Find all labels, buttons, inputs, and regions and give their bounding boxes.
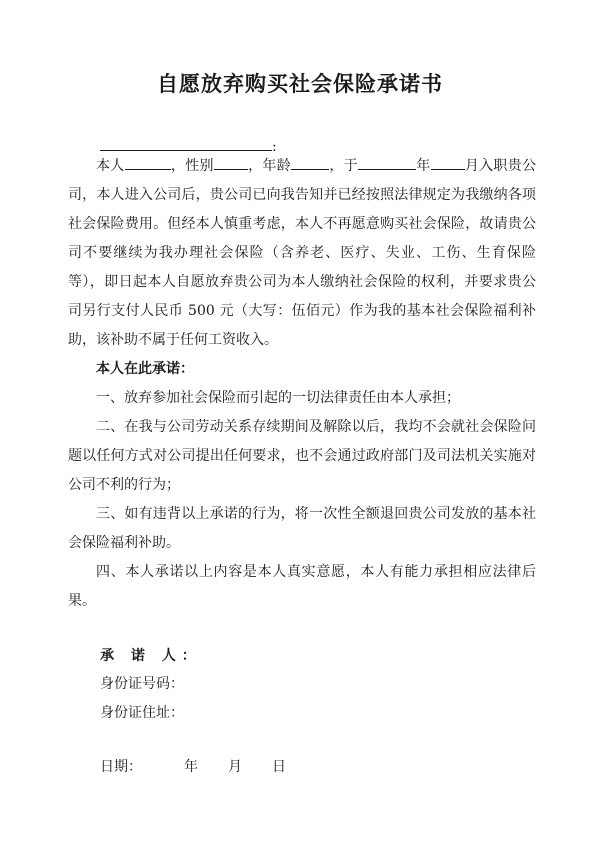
intro-text-2: ，性别 — [170, 158, 214, 174]
intro-text-5: 年 — [415, 158, 431, 174]
id-number-label: 身份证号码： — [100, 676, 184, 692]
intro-text-4: ，于 — [329, 158, 358, 174]
intro-paragraph — [68, 152, 536, 355]
id-address-label: 身份证住址： — [100, 705, 184, 721]
addressee-blank — [100, 136, 272, 151]
promise-item-1: 一、放弃参加社会保险而引起的一切法律责任由本人承担； — [96, 390, 460, 406]
intro-text-rest: 公司，本人进入公司后，贵公司已向我告知并已经按照法律规定为我缴纳各项社会保险费用。但经本人慎重考虑，本人不再愿意购买社会保险，故请贵公司不要继续为我办理社会保险（含养老、医疗、失业、工伤、生育保险等），即日起本人自愿放弃贵公司为本人缴纳社会保险的权利，并要求贵公司另行支付人民币 500 元（大写：伍佰元）作为我的基本社会保险福利补助，该补助不属于任何工资收入。 — [68, 158, 537, 348]
year-blank — [358, 155, 416, 170]
intro-text-6: 月入职贵 — [464, 158, 523, 174]
promisor-label: 承 诺 人： — [100, 648, 202, 664]
date-day: 日 — [272, 759, 286, 775]
document-title: 自愿放弃购买社会保险承诺书 — [157, 72, 443, 96]
promise-item-3: 三、如有违背以上承诺的行为，将一次性全额退回贵公司发放的基本社会保险福利补助。 — [68, 506, 536, 551]
intro-text-3: ，年龄 — [247, 158, 292, 174]
name-blank — [125, 155, 171, 170]
promise-item-4: 四、本人承诺以上内容是本人真实意愿，本人有能力承担相应法律后果。 — [68, 564, 536, 609]
date-label: 日期： — [100, 759, 142, 775]
addressee-colon: : — [272, 139, 277, 155]
date-line — [100, 756, 286, 776]
intro-text-1: 本人 — [96, 158, 125, 174]
month-blank — [431, 155, 465, 170]
gender-blank — [214, 155, 248, 170]
age-blank — [291, 155, 329, 170]
document-body — [68, 152, 536, 616]
promise-heading: 本人在此承诺： — [96, 361, 194, 377]
date-year: 年 — [184, 759, 198, 775]
promise-item-2: 二、在我与公司劳动关系存续期间及解除以后，我均不会就社会保险问题以任何方式对公司提出任何要求，也不会通过政府部门及司法机关实施对公司不利的行为； — [68, 419, 536, 493]
date-month: 月 — [228, 759, 242, 775]
